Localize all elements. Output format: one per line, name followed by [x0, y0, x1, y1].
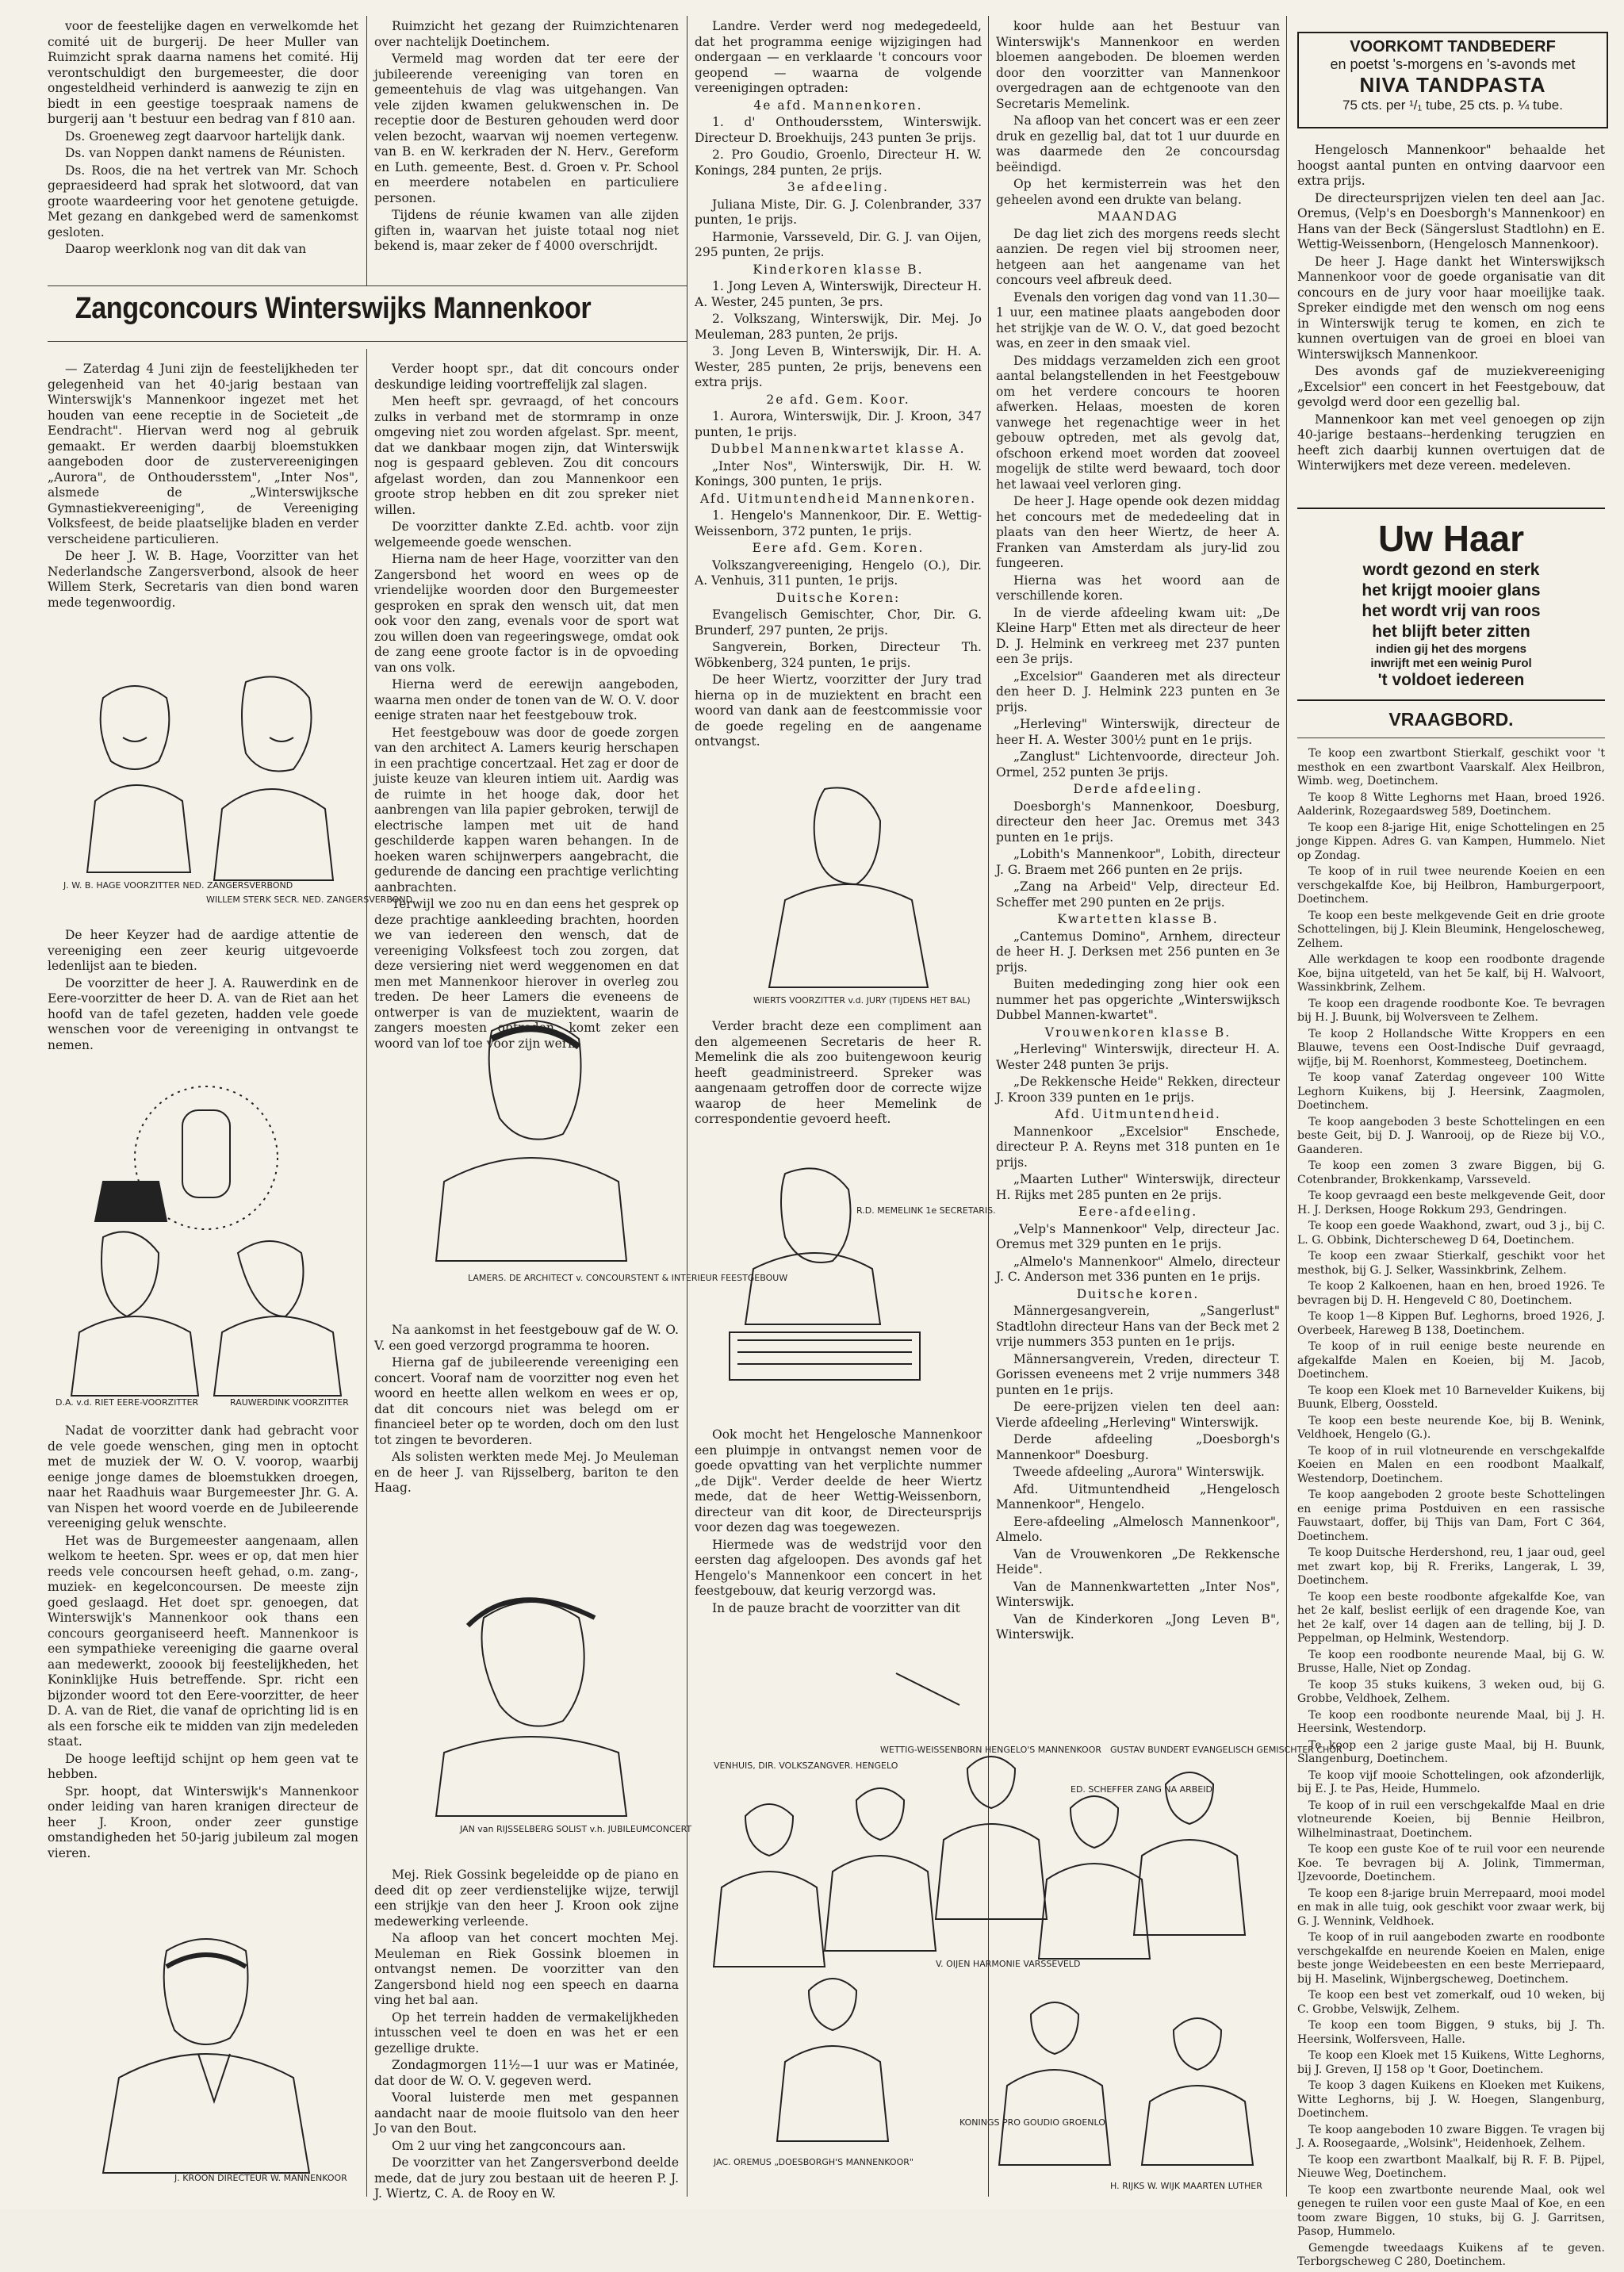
classified-ad: Te koop een zwartbonte neurende Maal, ook wel genegen te ruilen voor een guste Maal of Koe, en een toom zware Biggen, 10 stuks, bij G. J. Garritsen, Pasop, Hummelo.	[1297, 2183, 1605, 2238]
classified-ad: Te koop een zwaar Stierkalf, geschikt voor het mesthok, bij G. J. Selker, Wassinkbrink, Zelhem.	[1297, 1250, 1605, 1277]
column-4-results	[996, 19, 1280, 1645]
paragraph: voor de feestelijke dagen en verwelkomde het comité uit de burgerij. De heer Muller van Ruimzicht sprak daarna namens het comité. Hij verontschuldigt den burgemeester, die door ongesteldheid verhinderd is aanwezig te zijn en biedt in een geestige toespraak namens de burgerij aan 't bestuur een bedrag van f 810 aan.	[48, 19, 358, 126]
result-line: Männersangverein, Vreden, directeur T. Gorissen eveneens met 2 vrije nummers 348 punten en 1e prijs.	[996, 1351, 1280, 1397]
paragraph: Tijdens de réunie kwamen van alle zijden giften in, waarvan het juiste totaal nog niet bekend is, maar zeker de f 4000 overschrijdt.	[374, 208, 679, 253]
article-headline: Zangconcours Winterswijks Mannenkoor	[75, 292, 592, 325]
result-line: Männergesangverein, „Sangerlust" Stadtlohn directeur Hans van der Beck met 2 vrije nummers 353 punten en 1e prijs.	[996, 1304, 1280, 1349]
result-line: Doesborgh's Mannenkoor, Doesburg, directeur den heer Jac. Oremus met 343 punten en 1e prijs.	[996, 799, 1280, 845]
classified-ad: Alle werkdagen te koop een roodbonte dragende Koe, bijna uitgeteld, van het 5e kalf, bij H. Walvoort, Wassinkbrink, Zelhem.	[1297, 953, 1605, 994]
classified-ad: Te koop of in ruil een verschgekalfde Maal en drie vlotneurende Koeien, bij Bennie Heilbron, Wilhelminastraat, Doetinchem.	[1297, 1799, 1605, 1840]
caption-rijks: H. RIJKS W. WIJK MAARTEN LUTHER	[1110, 2181, 1262, 2191]
result-line: „Almelo's Mannenkoor" Almelo, directeur J. C. Anderson met 336 punten en 1e prijs.	[996, 1254, 1280, 1284]
section-heading: Eere afd. Gem. Koren.	[752, 541, 925, 555]
paragraph: Op het kermisterrein was het den geheelen avond een drukte van belang.	[996, 177, 1280, 207]
classified-ad: Te koop of in ruil aangeboden zwarte en roodbonte verschgekalfde en neurende Koeien en Malen, enige beste jonge Weidebeesten en een beste Merriepaard, bij H. Maselink, Wijnbergscheweg, Doetinchem.	[1297, 1931, 1605, 1986]
sketch-wiertz	[706, 773, 975, 1011]
sketch-memelink	[698, 1158, 996, 1412]
classified-ad: Te koop een goede Waakhond, zwart, oud 3 j., bij C. L. G. Obbink, Dichterscheweg D 64, Doetinchem.	[1297, 1220, 1605, 1247]
classified-ad: Te koop 2 Hollandsche Witte Kroppers en een Blauwe, tevens een Oost-Indische Duif gevraagd, wijfje, bij M. Roenhorst, Kommesteeg, Doetinchem.	[1297, 1027, 1605, 1068]
column-rule	[366, 16, 367, 285]
classified-ad: Te koop aangeboden 3 beste Schottelingen en een beste Geit, bij D. J. Wanrooij, op de Rieze bij V.O., Gaanderen.	[1297, 1115, 1605, 1156]
classified-ad: Te koop een zomen 3 zware Biggen, bij G. Cotenbrander, Brokkenkamp, Varsseveld.	[1297, 1159, 1605, 1186]
result-line: Harmonie, Varsseveld, Dir. G. J. van Oijen, 295 punten, 2e prijs.	[695, 229, 982, 259]
sketch-rijsselberg	[412, 1594, 692, 1848]
section-heading: Duitsche Koren:	[776, 590, 901, 605]
classified-ad: Te koop vijf mooie Schottelingen, ook afzonderlijk, bij E. J. te Pas, Heide, Hummelo.	[1297, 1768, 1605, 1795]
classified-ad: Te koop een 8-jarige Hit, enige Schottelingen en 25 jonge Kippen. Adres G. van Kampen, Hummelo. Niet op Zondag.	[1297, 821, 1605, 862]
paragraph: De heer Wiertz, voorzitter der Jury trad hierna op in de muziektent en bracht een woord van dank aan de feestcommissie voor de goede regeling en de aangename ontvangst.	[695, 672, 982, 749]
classified-ad: Te koop een zwartbont Stierkalf, geschikt voor 't mesthok en een zwartbont Vaarskalf. Alex Heilbron, Wimb. weg, Doetinchem.	[1297, 747, 1605, 787]
sketch-lamers	[412, 1007, 788, 1308]
paragraph: De heer J. Hage opende ook dezen middag het concours met de mededeeling dat in plaats van den heer Wiertz, de heer A. Franken van Amsterdam als jury-lid zou fungeeren.	[996, 494, 1280, 570]
classified-ad: Te koop een beste melkgevende Geit en drie groote Schottelingen, bij J. Klein Bleumink, Hengeloscheweg, Zelhem.	[1297, 909, 1605, 950]
classified-ad: Te koop aangeboden 10 zware Biggen. Te vragen bij J. A. Roosegaarde, „Wolsink", Heidenhoek, Zelhem.	[1297, 2123, 1605, 2150]
paragraph: Terwijl we zoo nu en dan eens het gesprek op deze prachtige aankleeding brachten, hoorden we van iedereen den wensch, dat de vereeniging Volksfeest toch zou zorgen, dat deze versiering niet werd weggenomen en dat men met Mannenkoor hierover in overleg zou treden. De heer Lamers die eveneens de ontwerper is van de muziektent, waarin de zangers moesten optreden, komt zeker een woord van lof toe voor zijn werk.	[374, 897, 679, 1051]
classified-ad: Gemengde tweedaags Kuikens af te geven. Terborgscheweg C 280, Doetinchem.	[1297, 2241, 1605, 2268]
niva-tandpasta-ad	[1297, 32, 1608, 128]
column-2-main	[374, 362, 679, 1051]
column-rule	[687, 16, 688, 2197]
result-line: Afd. Uitmuntendheid „Hengelosch Mannenkoor", Hengelo.	[996, 1481, 1280, 1511]
result-line: 1. Hengelo's Mannenkoor, Dir. E. Wettig-Weissenborn, 372 punten, 1e prijs.	[695, 508, 982, 538]
result-line: Evangelisch Gemischter, Chor, Dir. G. Brunderf, 297 punten, 2e prijs.	[695, 607, 982, 638]
caption-sterk: WILLEM STERK SECR. NED. ZANGERSVERBOND	[206, 895, 413, 905]
classified-ad: Te koop een guste Koe of te ruil voor een neurende Koe. Te bevragen bij A. Jolink, Timmerman, IJzevoorde, Doetinchem.	[1297, 1843, 1605, 1883]
caption-rauwerdink: RAUWERDINK VOORZITTER	[230, 1397, 349, 1408]
column-3-mid	[695, 1019, 982, 1138]
column-1-top	[48, 19, 358, 285]
ad-brand: NIVA TANDPASTA	[1359, 73, 1546, 97]
result-line: Volkszangvereeniging, Hengelo (O.), Dir. A. Venhuis, 311 punten, 1e prijs.	[695, 557, 982, 588]
paragraph: De dag liet zich des morgens reeds slecht aanzien. De regen viel bij stroomen neer, hetgeen aan het aangename van het concours veel afbreuk deed.	[996, 226, 1280, 287]
sketch-conductors-group	[698, 1649, 1342, 2197]
classified-ad: Te koop een beste roodbonte afgekalfde Koe, van het 2e kalf, beslist eerlijk of een dragende Koe, van het 2e kalf, over 14 dagen aan de telling, bij J. D. Peppelman, op Helmink, Westendorp.	[1297, 1590, 1605, 1645]
paragraph: Vermeld mag worden dat ter eere der jubileerende vereeniging van toren en gemeentehuis de vlag was uitgehangen. Van vele zijden kwamen gelukwenschen in. De receptie door de Besturen gehouden werd door velen bezocht, waarvan wij noemen vertegenw. van B. en W. kerkraden der N. Herv., Gereform en Luth. gemeente, Best. d. Groen v. Pr. School en meerdere notabelen en particuliere personen.	[374, 52, 679, 205]
paragraph: Zondagmorgen 11½—1 uur was er Matinée, dat door de W. O. V. gegeven werd.	[374, 2058, 679, 2088]
paragraph: Verder bracht deze een compliment aan den algemeenen Secretaris de heer R. Memelink die als zoo buitengewoon keurig heeft geadministreerd. Spreker was aangenaam getroffen door de correcte wijze waarop de heer Memelink de correspondentie gevoerd heeft.	[695, 1019, 982, 1126]
result-line: 1. d' Onthoudersstem, Winterswijk. Directeur D. Broekhuijs, 243 punten 3e prijs.	[695, 115, 982, 145]
result-line: 1. Jong Leven A, Winterswijk, Directeur H. A. Wester, 245 punten, 3e prs.	[695, 279, 982, 309]
section-heading: Duitsche koren.	[1076, 1286, 1200, 1301]
result-line: „De Rekkensche Heide" Rekken, directeur J. Kroon 339 punten en 1e prijs.	[996, 1075, 1280, 1105]
paragraph: Landre. Verder werd nog medegedeeld, dat het programma eenige wijzigingen had ondergaan — en verklaarde 't concours voor geopend — waarna de volgende vereenigingen optraden:	[695, 19, 982, 95]
result-line: Sangverein, Borken, Directeur Th. Wöbkenberg, 324 punten, 1e prijs.	[695, 640, 982, 670]
result-line: Tweede afdeeling „Aurora" Winterswijk.	[1013, 1465, 1265, 1479]
ad-line: VOORKOMT TANDBEDERF	[1350, 38, 1556, 56]
paragraph: De heer J. W. B. Hage, Voorzitter van het Nederlandsche Zangersverbond, alsook de heer Willem Sterk, Secretaris van dien bond waren mede tegenwoordig.	[48, 549, 358, 610]
classified-ad: Te koop 35 stuks kuikens, 3 weken oud, bij G. Grobbe, Veldhoek, Zelhem.	[1297, 1678, 1605, 1705]
column-3-low	[695, 1427, 982, 1638]
classified-ad: Te koop 3 dagen Kuikens en Kloeken met Kuikens, Witte Leghorns, bij J. W. Hoegen, Slangenburg, Doetinchem.	[1297, 2079, 1605, 2120]
paragraph: Na afloop van het concert was er een zeer druk en gezellig bal, dat tot 1 uur duurde en was daarmede den 2e concoursdag beëindigd.	[996, 113, 1280, 174]
result-line: 2. Volkszang, Winterswijk, Dir. Mej. Jo Meuleman, 283 punten, 2e prijs.	[695, 312, 982, 342]
caption-rijsselberg: JAN van RIJSSELBERG SOLIST v.h. JUBILEUMCONCERT	[460, 1824, 692, 1834]
section-heading: Eere-afdeeling.	[1078, 1205, 1198, 1219]
result-line: „Herleving" Winterswijk, directeur H. A. Wester 248 punten 3e prijs.	[996, 1042, 1280, 1072]
classified-ad: Te koop 2 Kalkoenen, haan en hen, broed 1926. Te bevragen bij D. H. Hengeveld C 80, Doetinchem.	[1297, 1280, 1605, 1307]
classified-ad: Te koop vanaf Zaterdag ongeveer 100 Witte Leghorn Kuikens, bij J. Heersink, Zaagmolen, Doetinchem.	[1297, 1071, 1605, 1112]
column-5-text	[1297, 143, 1605, 492]
column-2-mid	[374, 1323, 679, 1577]
vraagbord-heading: VRAAGBORD.	[1388, 709, 1514, 730]
caption-scheffer: ED. SCHEFFER ZANG NA ARBEID	[1071, 1784, 1212, 1795]
paragraph: Ds. Groeneweg zegt daarvoor hartelijk dank.	[65, 128, 346, 144]
column-1-mid	[48, 928, 358, 1063]
classified-ad: Te koop een toom Biggen, 9 stuks, bij J. Th. Heersink, Wolfersveen, Halle.	[1297, 2019, 1605, 2046]
result-line: 3. Jong Leven B, Winterswijk, Dir. H. A. Wester, 285 punten, 2e prijs, benevens een extra prijs.	[695, 344, 982, 389]
paragraph: Vooral luisterde men met gespannen aandacht naar de mooie fluitsolo van den heer Jo van den Bout.	[374, 2090, 679, 2136]
sketch-kroon	[79, 1919, 347, 2189]
result-line: „Zang na Arbeid" Velp, directeur Ed. Scheffer met 290 punten en 2e prijs.	[996, 879, 1280, 910]
ad-line: en poetst 's-morgens en 's-avonds met	[1330, 56, 1576, 72]
paragraph: Ds. van Noppen dankt namens de Réunisten.	[65, 146, 346, 160]
ad-price: 75 cts. per ¹/₁ tube, 25 cts. p. ¼ tube.	[1342, 98, 1563, 113]
result-line: „Herleving" Winterswijk, directeur de heer H. A. Wester 300½ punt en 1e prijs.	[996, 717, 1280, 747]
paragraph: Na aankomst in het feestgebouw gaf de W. O. V. een goed verzorgd programma te hooren.	[374, 1323, 679, 1353]
classified-ad: Te koop een zwartbont Maalkalf, bij R. F. B. Pijpel, Nieuwe Weg, Doetinchem.	[1297, 2153, 1605, 2180]
paragraph: Des avonds gaf de muziekvereeniging „Excelsior" een concert in het Feestgebouw, dat gevolgd werd door een gezellig bal.	[1297, 364, 1605, 409]
headline-rule	[48, 285, 687, 286]
paragraph: — Zaterdag 4 Juni zijn de feestelijkheden ter gelegenheid van het 40-jarig bestaan van Winterswijk's Mannenkoor ingezet met het houden van eene receptie in de Societeit „de Eendracht". Hiervan werd nog al gebruik gemaakt. Er werden daarbij bloemstukken aangeboden door de zustervereenigingen „Aurora", de Onthoudersstem", „Inter Nos", alsmede de „Winterswijksche Gymnastiekvereeniging", de Vereeniging Volksfeest, de beide plaatselijke bladen en verder verscheidene particulieren.	[48, 362, 358, 546]
paragraph: Hierna gaf de jubileerende vereeniging een concert. Vooraf nam de voorzitter nog even het woord en heette allen welkom en wees er op, dat dit concours niet was belegd om er financieel beter op te worden, doch om den lust tot zingen te bevorderen.	[374, 1355, 679, 1447]
column-rule	[366, 349, 367, 2197]
section-heading: Kwartetten klasse B.	[1057, 912, 1219, 926]
paragraph: Op het terrein hadden de vermakelijkheden intusschen veel te doen en was het er een gezellige drukte.	[374, 2010, 679, 2056]
column-3-results	[695, 19, 982, 764]
caption-oijen: V. OIJEN HARMONIE VARSSEVELD	[936, 1959, 1081, 1969]
result-line: Eere-afdeeling „Almelosch Mannenkoor", Almelo.	[996, 1514, 1280, 1544]
classified-ad: Te koop gevraagd een beste melkgevende Geit, door H. J. Derksen, Hooge Rokkum 293, Gendringen.	[1297, 1190, 1605, 1216]
paragraph: Hierna werd de eerewijn aangeboden, waarna men onder de tonen van de W. O. V. door eenige straten naar het feestgebouw trok.	[374, 677, 679, 722]
caption-memelink: R.D. MEMELINK 1e SECRETARIS.	[856, 1205, 996, 1216]
paragraph: De voorzitter van het Zangersverbond deelde mede, dat de jury zou bestaan uit de heeren P. J. J. Wiertz, C. A. de Rooy en W.	[374, 2155, 679, 2201]
caption-lamers: LAMERS. DE ARCHITECT v. CONCOURSTENT & INTERIEUR FEESTGEBOUW	[468, 1273, 788, 1283]
result-line: Juliana Miste, Dir. G. J. Colenbrander, 337 punten, 1e prijs.	[695, 197, 982, 227]
ad-tagline: 't voldoet iedereen	[1377, 671, 1525, 689]
section-heading: Dubbel Mannenkwartet klasse A.	[710, 442, 966, 456]
classified-ad: Te koop 1—8 Kippen Buf. Leghorns, broed 1926, J. Overbeek, Hareweg B 138, Doetinchem.	[1297, 1310, 1605, 1337]
paragraph: Nadat de voorzitter dank had gebracht voor de vele goede wenschen, ging men in optocht met de muziek der W. O. V. voorop, waarbij eenige jonge dames de bloemstukken droegen, naar het Raadhuis waar Burgemeester Jhr. G. A. van Nispen het woord voerde en de Jubileerende vereeniging geluk wenschte.	[48, 1423, 358, 1531]
section-heading: Afd. Uitmuntendheid.	[1055, 1107, 1221, 1121]
classified-ad: Te koop een Kloek met 15 Kuikens, Witte Leghorns, bij J. Greven, IJ 158 op 't Goor, Doetinchem.	[1297, 2049, 1605, 2076]
paragraph: De voorzitter dankte Z.Ed. achtb. voor zijn welgemeende goede wenschen.	[374, 519, 679, 550]
classified-ad: Te koop aangeboden 2 groote beste Schottelingen en eenige prima Postduiven en een rassische Fauwstaart, doffer, bij Thijs van Dam, Fort C 364, Doetinchem.	[1297, 1488, 1605, 1543]
classified-ad: Te koop een 8-jarige bruin Merrepaard, mooi model en mak in alle tuig, ook geschikt voor zwaar werk, bij G. J. Wennink, Veldhoek.	[1297, 1887, 1605, 1928]
result-line: 2. Pro Goudio, Groenlo, Directeur H. W. Konings, 284 punten, 2e prijs.	[695, 148, 982, 178]
section-heading: Vrouwenkoren klasse B.	[1044, 1025, 1231, 1040]
classified-ad: Te koop een Kloek met 10 Barnevelder Kuikens, bij Buunk, Elberg, Oossteld.	[1297, 1384, 1605, 1411]
column-2-low	[374, 1868, 679, 2201]
paragraph: Als solisten werkten mede Mej. Jo Meuleman en de heer J. van Rijsselberg, bariton te den Haag.	[374, 1450, 679, 1495]
paragraph: Hierna was het woord aan de verschillende koren.	[996, 573, 1280, 603]
classified-ad: Te koop een best vet zomerkalf, oud 10 weken, bij C. Grobbe, Velswijk, Zelhem.	[1297, 1989, 1605, 2016]
paragraph: De heer Keyzer had de aardige attentie de vereeniging een zeer keurig uitgevoerde ledenlijst aan te bieden.	[48, 928, 358, 973]
paragraph: De hooge leeftijd schijnt op hem geen vat te hebben.	[48, 1751, 358, 1781]
sketch-riet-rauwerdink	[48, 1079, 358, 1412]
classified-ad: Te koop of in ruil twee neurende Koeien en een verschgekalfde Koe, bij Heilbron, Hamburgerpoort, Doetinchem.	[1297, 865, 1605, 906]
result-line: „Velp's Mannenkoor" Velp, directeur Jac. Oremus met 329 punten en 1e prijs.	[996, 1221, 1280, 1251]
result-line: Mannenkoor „Excelsior" Enschede, directeur P. A. Reyns met 318 punten en 1e prijs.	[996, 1124, 1280, 1170]
section-heading: 4e afd. Mannenkoren.	[753, 98, 923, 113]
section-heading: Kinderkoren klasse B.	[753, 262, 924, 277]
sketch-hage-sterk	[48, 650, 413, 912]
column-1-intro	[48, 362, 358, 623]
classified-ad: Te koop een roodbonte neurende Maal, bij J. H. Heersink, Westendorp.	[1297, 1708, 1605, 1735]
classified-ad: Te koop of in ruil vlotneurende en verschgekalfde Koeien en Malen en een roodbont Maalkalf, Westendorp, Doetinchem.	[1297, 1444, 1605, 1485]
ad-line: wordt gezond en sterk	[1362, 561, 1540, 579]
ad-line: inwrijft met een weinig Purol	[1370, 657, 1532, 670]
result-line: Van de Mannenkwartetten „Inter Nos", Winterswijk.	[996, 1579, 1280, 1609]
result-line: „Cantemus Domino", Arnhem, directeur de heer H. J. Derksen met 256 punten en 3e prijs.	[996, 929, 1280, 975]
caption-konings: KONINGS PRO GOUDIO GROENLO	[959, 2117, 1105, 2128]
paragraph: Mannenkoor kan met veel genoegen op zijn 40-jarige bestaans--herdenking terugzien en heeft zich daarbij kunnen overtuigen dat de Winterwijkers met deze vereen. medeleven.	[1297, 412, 1605, 473]
result-line: Van de Vrouwenkoren „De Rekkensche Heide".	[996, 1546, 1280, 1577]
classified-ad: Te koop een 2 jarige guste Maal, bij H. Buunk, Slangenburg, Doetinchem.	[1297, 1738, 1605, 1765]
classified-ad: Te koop of in ruil eenige beste neurende en afgekalfde Malen en Koeien, bij M. Jacob, Doetinchem.	[1297, 1340, 1605, 1381]
paragraph: Men heeft spr. gevraagd, of het concours zulks in verband met de stormramp in onze omgeving niet zou worden afgelast. Spr. meent, dat we dankbaar mogen zijn, dat Winterswijk nog is gespaard gebleven. Zou dit concours afgelast worden, dan zou Mannenkoor een groote strop hebben en dit zou spreker niet willen.	[374, 394, 679, 517]
paragraph: Om 2 uur ving het zangconcours aan.	[392, 2138, 626, 2153]
section-heading: Afd. Uitmuntendheid Mannenkoren.	[699, 491, 977, 506]
paragraph: Buiten mededinging zong hier ook een nummer het pas opgerichte „Winterswijksch Dubbel Mannen-kwartet".	[996, 977, 1280, 1022]
section-heading: Derde afdeeling.	[1073, 782, 1203, 796]
ad-heading: Uw Haar	[1377, 518, 1525, 559]
purol-hair-ad	[1297, 508, 1605, 701]
section-heading: MAANDAG	[1097, 209, 1178, 224]
paragraph: koor hulde aan het Bestuur van Winterswijk's Mannenkoor en werden bloemen aangeboden. De bloemen werden door den voorzitter van Mannenkoor overgedragen aan de echtgenoote van den Secretaris Memelink.	[996, 19, 1280, 111]
paragraph: Daarop weerklonk nog van dit dak van	[65, 242, 307, 256]
classified-ad: Te koop een roodbonte neurende Maal, bij G. W. Brusse, Halle, Niet op Zondag.	[1297, 1648, 1605, 1675]
paragraph: Spr. hoopt, dat Winterswijk's Mannenkoor onder leiding van haren kranigen directeur de heer J. Kroon, onder zeer gunstige omstandigheden het 50-jarig jubileum zal mogen vieren.	[48, 1784, 358, 1860]
ad-line: het wordt vrij van roos	[1362, 602, 1541, 620]
result-line: „Inter Nos", Winterswijk, Dir. H. W. Konings, 300 punten, 1e prijs.	[695, 458, 982, 488]
classifieds-list	[1297, 747, 1605, 2272]
caption-wiertz: WIERTS VOORZITTER v.d. JURY (TIJDENS HET BAL)	[753, 995, 971, 1006]
paragraph: Ruimzicht het gezang der Ruimzichtenaren over nachtelijk Doetinchem.	[374, 19, 679, 49]
result-line: „Excelsior" Gaanderen met als directeur den heer D. J. Helmink 223 punten en 3e prijs.	[996, 669, 1280, 715]
result-line: 1. Aurora, Winterswijk, Dir. J. Kroon, 347 punten, 1e prijs.	[695, 409, 982, 439]
ad-line: het blijft beter zitten	[1372, 623, 1530, 641]
classified-ad: Te koop een beste neurende Koe, bij B. Wenink, Veldhoek, Hengelo (G.).	[1297, 1414, 1605, 1441]
headline-rule	[48, 341, 687, 342]
ad-line: indien gij het des morgens	[1375, 642, 1527, 656]
classified-ad: Te koop Duitsche Herdershond, reu, 1 jaar oud, geel met zwart kop, bij R. Freriks, Langerak, L 39, Doetinchem.	[1297, 1546, 1605, 1587]
paragraph: Na afloop van het concert mochten Mej. Meuleman en Riek Gossink bloemen in ontvangst nemen. De voorzitter van den Zangersbond hield nog een speech en daarna ving het bal aan.	[374, 1931, 679, 2007]
column-1-low	[48, 1423, 358, 1860]
result-line: „Lobith's Mannenkoor", Lobith, directeur J. G. Braem met 266 punten en 2e prijs.	[996, 847, 1280, 877]
result-line: In de vierde afdeeling kwam uit: „De Kleine Harp" Etten met als directeur de heer D. J. Helmink en verkreeg met 237 punten een 3e prijs.	[996, 605, 1280, 666]
classified-ad: Te koop een dragende roodbonte Koe. Te bevragen bij H. J. Buunk, bij Wolversveen te Zelhem.	[1297, 997, 1605, 1024]
caption-bundert: GUSTAV BUNDERT EVANGELISCH GEMISCHTER CHOR	[1110, 1745, 1342, 1755]
paragraph: In de pauze bracht de voorzitter van dit	[712, 1600, 960, 1615]
result-line: Van de Kinderkoren „Jong Leven B", Winterswijk.	[996, 1611, 1280, 1642]
section-heading: 2e afd. Gem. Koor.	[766, 392, 910, 407]
column-rule	[1286, 16, 1287, 2197]
paragraph: Verder hoopt spr., dat dit concours onder deskundige leiding voortreffelijk zal slagen.	[374, 362, 679, 392]
paragraph: De directeursprijzen vielen ten deel aan Jac. Oremus, (Velp's en Doesborgh's Mannenkoor) en Hans van der Beck (Sängerslust Stadtlohn) en E. Wettig-Weissenborn, (Hengelosch Mannenkoor).	[1297, 190, 1605, 251]
caption-riet: D.A. v.d. RIET EERE-VOORZITTER	[56, 1397, 199, 1408]
paragraph: Mej. Riek Gossink begeleidde op de piano en deed dit op zeer verdienstelijke wijze, terwijl een strijkje van den heer J. Kroon ook zijne medewerking verleende.	[374, 1868, 679, 1929]
caption-venhuis: VENHUIS, DIR. VOLKSZANGVER. HENGELO	[714, 1761, 898, 1771]
paragraph: Ds. Roos, die na het vertrek van Mr. Schoch gepraesideerd had sprak het slotwoord, dat van groote waardeering voor het genotene getuigde. Met gezang en dankgebed werd de samenkomst gesloten.	[48, 163, 358, 239]
paragraph: De eere-prijzen vielen ten deel aan: Vierde afdeeling „Herleving" Winterswijk.	[996, 1400, 1280, 1430]
classified-ad: Te koop 8 Witte Leghorns met Haan, broed 1926. Aalderink, Rozegaardsweg 589, Doetinchem.	[1297, 791, 1605, 818]
caption-oremus: JAC. OREMUS „DOESBORGH'S MANNENKOOR"	[714, 2157, 914, 2167]
caption-kroon: J. KROON DIRECTEUR W. MANNENKOOR	[174, 2173, 347, 2183]
paragraph: Hierna nam de heer Hage, voorzitter van den Zangersbond het woord en wees op de vriendelijke woorden door den Burgemeester gesproken en sprak den wensch uit, dat men ook voor den zang, evenals voor de sport wat zou willen doen van regeeringswege, omdat ook de zang eene groote factor is in de opvoeding van ons volk.	[374, 552, 679, 675]
paragraph: Des middags verzamelden zich een groot aantal belangstellenden in het Feestgebouw om het verdere concours te hooren afwerken. Helaas, moesten de koren vanwege het regenachtige weer in het gebouw optreden, met als gevolg dat, ofschoon erkend moet worden dat zooveel mogelijk de stilte werd bewaard, toch door het lawaai veel verloren ging.	[996, 353, 1280, 492]
paragraph: Hiermede was de wedstrijd voor den eersten dag afgeloopen. Des avonds gaf het Hengelo's Mannenkoor een concert in het feestgebouw, dat keurig verzorgd was.	[695, 1537, 982, 1598]
result-line: „Maarten Luther" Winterswijk, directeur H. Rijks met 285 punten en 2e prijs.	[996, 1172, 1280, 1202]
paragraph: Hengelosch Mannenkoor" behaalde het hoogst aantal punten en ontving daarvoor een extra prijs.	[1297, 143, 1605, 188]
result-line: Derde afdeeling „Doesborgh's Mannenkoor" Doesburg.	[996, 1432, 1280, 1462]
paragraph: Het feestgebouw was door de goede zorgen van den architect A. Lamers keurig herschapen in een prachtige concertzaal. Het zag er door de juiste keuze van kleuren intiem uit. Aardig was de ruimte in het hooge dak, door het aanbrengen van lila papier gebroken, terwijl de electrische lampen met uit de hand geschilderde kappen waren behangen. In de hoeken waren schijnwerpers aangebracht, die gedurende de dancing een prachtige verlichting aanbrachten.	[374, 725, 679, 895]
section-heading: 3e afdeeling.	[787, 180, 889, 194]
paragraph: Het was de Burgemeester aangenaam, allen welkom te heeten. Spr. wees er op, dat men hier reeds vele concoursen heeft gehad, o.m. zang-, muziek- en kegelconcoursen. De meeste zijn goed geslaagd. Het doet spr. genoegen, dat Winterswijk's Mannenkoor ook thans een concours georganiseerd heeft. Mannenkoor is een sympathieke vereeniging die gaarne overal aan medewerkt, zooook bij feestelijkheden, het Koninklijke Huis betreffende. Spr. richt een bijzonder woord tot den Eere-voorzitter, de heer D. A. van de Riet, die vanaf de oprichting lid is en als een forsche eik te midden van zijn medeleden staat.	[48, 1533, 358, 1749]
ad-line: het krijgt mooier glans	[1362, 581, 1541, 600]
paragraph: De voorzitter de heer J. A. Rauwerdink en de Eere-voorzitter de heer D. A. van de Riet aan het hoofd van de tafel gezeten, hadden vele goede wenschen voor de vereeniging in ontvangst te nemen.	[48, 975, 358, 1052]
result-line: „Zanglust" Lichtenvoorde, directeur Joh. Ormel, 252 punten 3e prijs.	[996, 749, 1280, 780]
paragraph: De heer J. Hage dankt het Winterswijksch Mannenkoor voor de goede organisatie van dit concours en de jury voor haar moeilijke taak. Spreker eindigde met den wensch om nog eens in Winterswijk terug te komen, en zich te kunnen overtuigen van de groei en bloei van Winterswijksch Mannenkoor.	[1297, 254, 1605, 362]
column-2-top	[374, 19, 679, 285]
paragraph: Evenals den vorigen dag vond van 11.30—1 uur, een matinee plaats aangeboden door het strijkje van de W. O. V., dat goed bezocht was, en zeer in den smaak viel.	[996, 289, 1280, 351]
caption-wettig: WETTIG-WEISSENBORN HENGELO'S MANNENKOOR	[880, 1745, 1102, 1755]
paragraph: Ook mocht het Hengelosche Mannenkoor een pluimpje in ontvangst nemen voor de goede opvatting van het verplichte nummer „de Dijk". Verder deelde de heer Wiertz mede, dat de heer Wettig-Weissenborn, directeur van dit koor, de Directeursprijs voor dezen dag was toegewezen.	[695, 1427, 982, 1534]
caption-hage: J. W. B. HAGE VOORZITTER NED. ZANGERSVERBOND	[63, 880, 293, 891]
